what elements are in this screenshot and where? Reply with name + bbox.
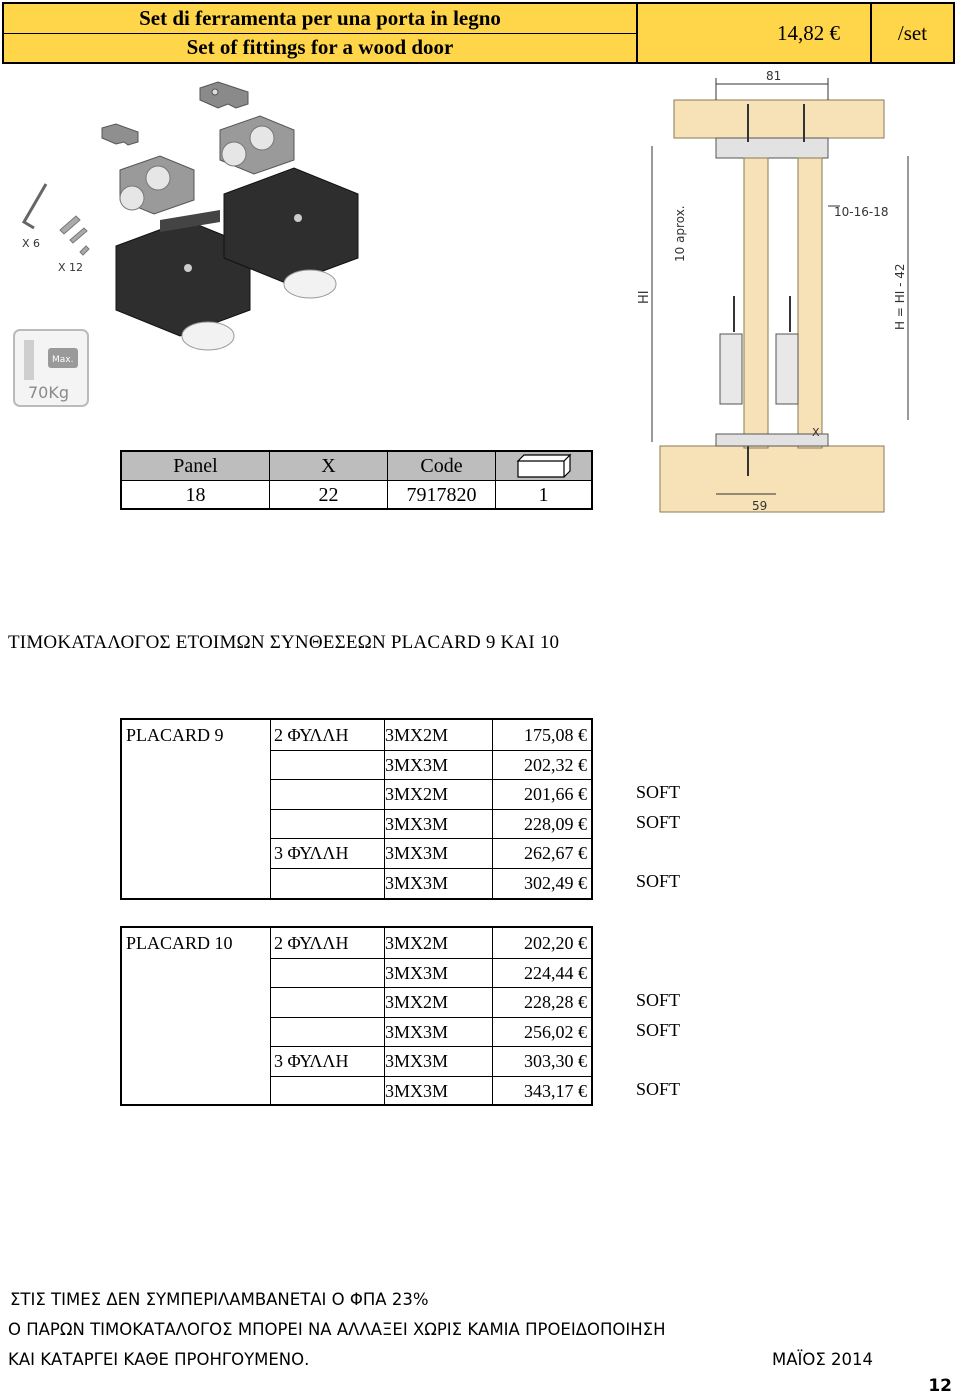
screw-icon	[60, 216, 89, 255]
cell-size: 3MX2M	[385, 933, 449, 953]
title-italian: Set di ferramenta per una porta in legno	[4, 4, 636, 34]
header-panel: Panel	[122, 452, 270, 480]
cell-price: 303,30 €	[524, 1051, 587, 1071]
cell-size: 3MX3M	[385, 1051, 449, 1071]
top-bracket-icon	[200, 82, 248, 108]
dim-h-label: H = HI - 42	[893, 263, 907, 330]
cell-price: 228,28 €	[524, 992, 587, 1012]
placard-10-table	[120, 926, 593, 1106]
soft-label: SOFT	[636, 990, 681, 1010]
fittings-product-photo	[10, 70, 370, 410]
cell-size: 3MX3M	[385, 754, 449, 775]
cell-price: 262,67 €	[524, 843, 587, 863]
cell-size: 3MX3M	[385, 1080, 449, 1101]
cell-size: 3MX2M	[385, 992, 449, 1012]
date-label: ΜΑΪΟΣ 2014	[772, 1350, 874, 1369]
table-row	[122, 779, 591, 808]
soft-label: SOFT	[636, 811, 681, 832]
price-unit: /set	[897, 21, 928, 45]
spec-table-row	[122, 481, 591, 509]
spec-table-header	[122, 452, 591, 481]
table-row	[122, 1076, 591, 1105]
cell-price: 202,20 €	[524, 933, 587, 953]
small-bracket-icon	[102, 124, 138, 145]
cell-size: 3MX3M	[385, 1021, 449, 1042]
table-row	[122, 750, 591, 779]
notice-line-1: Ο ΠΑΡΩΝ ΤΙΜΟΚΑΤΑΛΟΓΟΣ ΜΠΟΡΕΙ ΝΑ ΑΛΛΑΞΕΙ ΧΩΡΙΣ ΚΑΜΙΑ ΠΡΟΕΙΔΟΠΟΙΗΣΗ	[8, 1320, 666, 1339]
cell-price: 201,66 €	[524, 784, 587, 804]
page-number: 12	[928, 1376, 952, 1396]
cell-price: 343,17 €	[524, 1080, 587, 1101]
dim-bottom-label: 59	[752, 499, 768, 513]
section-title: ΤΙΜΟΚΑΤΑΛΟΓΟΣ ΕΤΟΙΜΩΝ ΣΥΝΘΕΣΕΩΝ PLACARD 9 ΚΑΙ 10	[8, 632, 560, 653]
cell-price: 302,49 €	[524, 872, 587, 893]
table-row	[122, 809, 591, 838]
cell-size: 3MX3M	[385, 962, 449, 983]
placard-9-table	[120, 718, 593, 900]
cell-price: 228,09 €	[524, 813, 587, 834]
box-icon	[496, 452, 591, 480]
dim-hi-label: HI	[637, 290, 652, 304]
table-row	[122, 928, 591, 957]
dim-top-label: 81	[766, 69, 782, 83]
code-value: 7917820	[388, 481, 496, 509]
dim-approx-label: 10 aprox.	[673, 205, 687, 262]
cell-price: 175,08 €	[524, 725, 587, 745]
max-label: Max.	[52, 355, 74, 365]
box-qty-value: 1	[538, 484, 549, 506]
title-english: Set of fittings for a wood door	[186, 35, 454, 59]
soft-label: SOFT	[636, 782, 681, 802]
cell-name: PLACARD 10	[126, 933, 233, 953]
cell-name: PLACARD 9	[126, 725, 224, 745]
cell-size: 3MX2M	[385, 784, 449, 804]
dim-side-label: 10-16-18	[834, 205, 889, 219]
cell-panels: 2 ΦΥΛΛΗ	[274, 725, 349, 745]
cell-price: 224,44 €	[524, 962, 587, 983]
notice-line-2: ΚΑΙ ΚΑΤΑΡΓΕΙ ΚΑΘΕ ΠΡΟΗΓΟΥΜΕΝΟ.	[8, 1350, 310, 1369]
table-row	[122, 958, 591, 987]
header-banner	[2, 2, 955, 64]
table-row	[122, 868, 591, 897]
cell-panels: 2 ΦΥΛΛΗ	[274, 933, 349, 953]
header-x: X	[270, 452, 388, 480]
qty-x6-label: X 6	[22, 237, 41, 250]
cell-price: 202,32 €	[524, 754, 587, 775]
allen-key-icon	[24, 184, 46, 228]
soft-label: SOFT	[636, 870, 681, 891]
table-row	[122, 1046, 591, 1075]
cell-size: 3MX3M	[385, 843, 449, 863]
vat-note: ΣΤΙΣ ΤΙΜΕΣ ΔΕΝ ΣΥΜΠΕΡΙΛΑΜΒΑΝΕΤΑΙ Ο ΦΠΑ 23%	[10, 1290, 429, 1309]
header-code: Code	[388, 452, 496, 480]
cell-size: 3MX2M	[385, 725, 449, 745]
max-load-label: 70Kg	[28, 383, 70, 402]
small-roller-right-icon	[220, 116, 294, 174]
small-roller-left-icon	[120, 156, 194, 214]
cell-size: 3MX3M	[385, 872, 449, 893]
cell-panels: 3 ΦΥΛΛΗ	[274, 1051, 349, 1071]
cell-panels: 3 ΦΥΛΛΗ	[274, 843, 349, 863]
soft-label: SOFT	[636, 1078, 681, 1099]
dim-x-label: X	[812, 426, 820, 439]
table-row	[122, 987, 591, 1016]
spec-table	[120, 450, 593, 510]
max-load-icon	[14, 330, 88, 406]
x-value: 22	[270, 481, 388, 509]
table-row	[122, 838, 591, 867]
header-titles	[4, 4, 638, 62]
soft-label: SOFT	[636, 1019, 681, 1040]
qty-x12-label: X 12	[58, 261, 84, 274]
panel-value: 18	[122, 481, 270, 509]
profile-technical-drawing	[608, 66, 958, 516]
table-row	[122, 1017, 591, 1046]
table-row	[122, 720, 591, 749]
cell-price: 256,02 €	[524, 1021, 587, 1042]
cell-size: 3MX3M	[385, 813, 449, 834]
set-price: 14,82 €	[638, 4, 872, 62]
